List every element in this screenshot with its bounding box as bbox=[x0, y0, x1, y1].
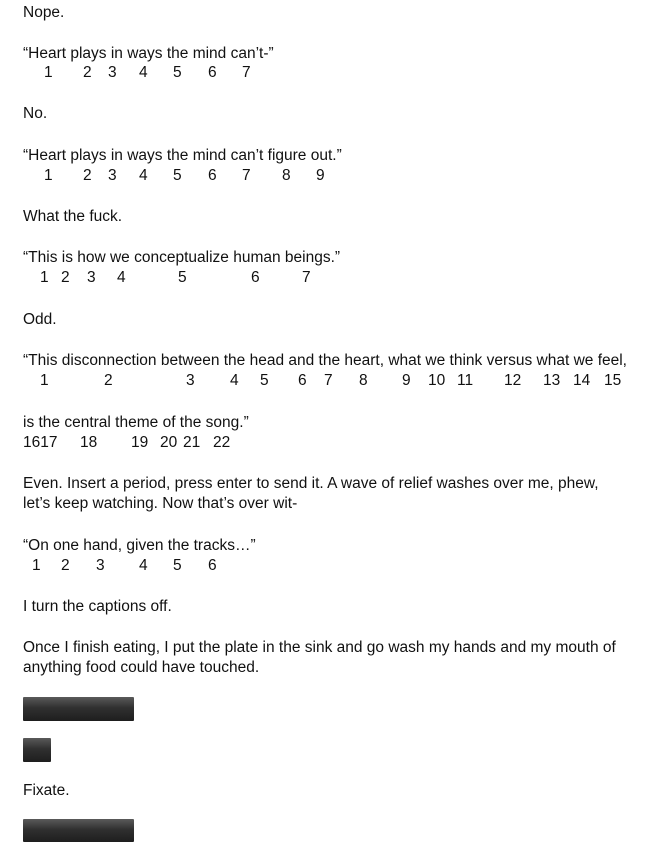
word-count-row-5 bbox=[0, 433, 640, 452]
word-number: 20 bbox=[160, 434, 178, 451]
word-number: 12 bbox=[504, 372, 522, 389]
word-number: 1 bbox=[44, 167, 53, 184]
word-number: 2 bbox=[104, 372, 113, 389]
word-number: 4 bbox=[139, 167, 148, 184]
text-line-odd: Odd. bbox=[23, 311, 57, 328]
word-number: 6 bbox=[208, 167, 217, 184]
caption-quote-4-continued: is the central theme of the song.” bbox=[23, 414, 249, 431]
word-number: 2 bbox=[83, 64, 92, 81]
word-number: 18 bbox=[80, 434, 98, 451]
word-number: 15 bbox=[604, 372, 622, 389]
word-number: 9 bbox=[402, 372, 411, 389]
word-number: 22 bbox=[213, 434, 231, 451]
redaction-bar bbox=[23, 738, 51, 762]
word-number: 1 bbox=[32, 557, 41, 574]
word-number: 7 bbox=[324, 372, 333, 389]
word-number: 1617 bbox=[23, 434, 58, 451]
word-number: 8 bbox=[282, 167, 291, 184]
word-number: 5 bbox=[173, 64, 182, 81]
word-number: 13 bbox=[543, 372, 561, 389]
word-number: 6 bbox=[251, 269, 260, 286]
word-number: 21 bbox=[183, 434, 201, 451]
word-number: 6 bbox=[208, 64, 217, 81]
text-line-nope: Nope. bbox=[23, 4, 65, 21]
word-number: 6 bbox=[298, 372, 307, 389]
word-count-row-3 bbox=[0, 268, 640, 287]
redaction-bar bbox=[23, 819, 134, 842]
word-number: 4 bbox=[139, 557, 148, 574]
redaction-bar bbox=[23, 697, 134, 721]
word-number: 19 bbox=[131, 434, 149, 451]
word-number: 1 bbox=[44, 64, 53, 81]
caption-quote-1: “Heart plays in ways the mind can’t-” bbox=[23, 45, 274, 62]
word-number: 7 bbox=[242, 64, 251, 81]
word-number: 5 bbox=[260, 372, 269, 389]
word-number: 4 bbox=[230, 372, 239, 389]
word-number: 1 bbox=[40, 372, 49, 389]
word-count-row-4 bbox=[0, 371, 640, 390]
word-number: 2 bbox=[61, 557, 70, 574]
word-number: 9 bbox=[316, 167, 325, 184]
word-number: 1 bbox=[40, 269, 49, 286]
word-number: 5 bbox=[178, 269, 187, 286]
word-number: 2 bbox=[61, 269, 70, 286]
word-count-row-1 bbox=[0, 63, 640, 82]
word-count-row-2 bbox=[0, 166, 640, 185]
word-number: 5 bbox=[173, 557, 182, 574]
paragraph-even: Even. Insert a period, press enter to send it. A wave of relief washes over me, phew, let’s keep watching. Now that’s over wit- bbox=[23, 475, 599, 512]
word-number: 14 bbox=[573, 372, 591, 389]
word-number: 5 bbox=[173, 167, 182, 184]
text-line-captions-off: I turn the captions off. bbox=[23, 598, 172, 615]
word-number: 3 bbox=[87, 269, 96, 286]
word-number: 11 bbox=[457, 372, 474, 389]
word-number: 3 bbox=[108, 64, 117, 81]
caption-quote-4: “This disconnection between the head and the heart, what we think versus what we feel, bbox=[23, 352, 627, 369]
word-number: 8 bbox=[359, 372, 368, 389]
caption-quote-5: “On one hand, given the tracks…” bbox=[23, 537, 256, 554]
text-line-wtf: What the fuck. bbox=[23, 208, 123, 225]
word-number: 7 bbox=[242, 167, 251, 184]
caption-quote-2: “Heart plays in ways the mind can’t figure out.” bbox=[23, 147, 342, 164]
caption-quote-3: “This is how we conceptualize human beings.” bbox=[23, 249, 341, 266]
word-number: 6 bbox=[208, 557, 217, 574]
word-count-row-6 bbox=[0, 556, 640, 575]
text-line-no: No. bbox=[23, 105, 48, 122]
word-number: 4 bbox=[117, 269, 126, 286]
word-number: 4 bbox=[139, 64, 148, 81]
word-number: 3 bbox=[108, 167, 117, 184]
text-line-fixate: Fixate. bbox=[23, 782, 70, 799]
word-number: 3 bbox=[186, 372, 195, 389]
word-number: 2 bbox=[83, 167, 92, 184]
word-number: 3 bbox=[96, 557, 105, 574]
word-number: 7 bbox=[302, 269, 311, 286]
word-number: 10 bbox=[428, 372, 446, 389]
paragraph-finish-eating: Once I finish eating, I put the plate in the sink and go wash my hands and my mouth of anything food could have touched. bbox=[23, 639, 616, 676]
